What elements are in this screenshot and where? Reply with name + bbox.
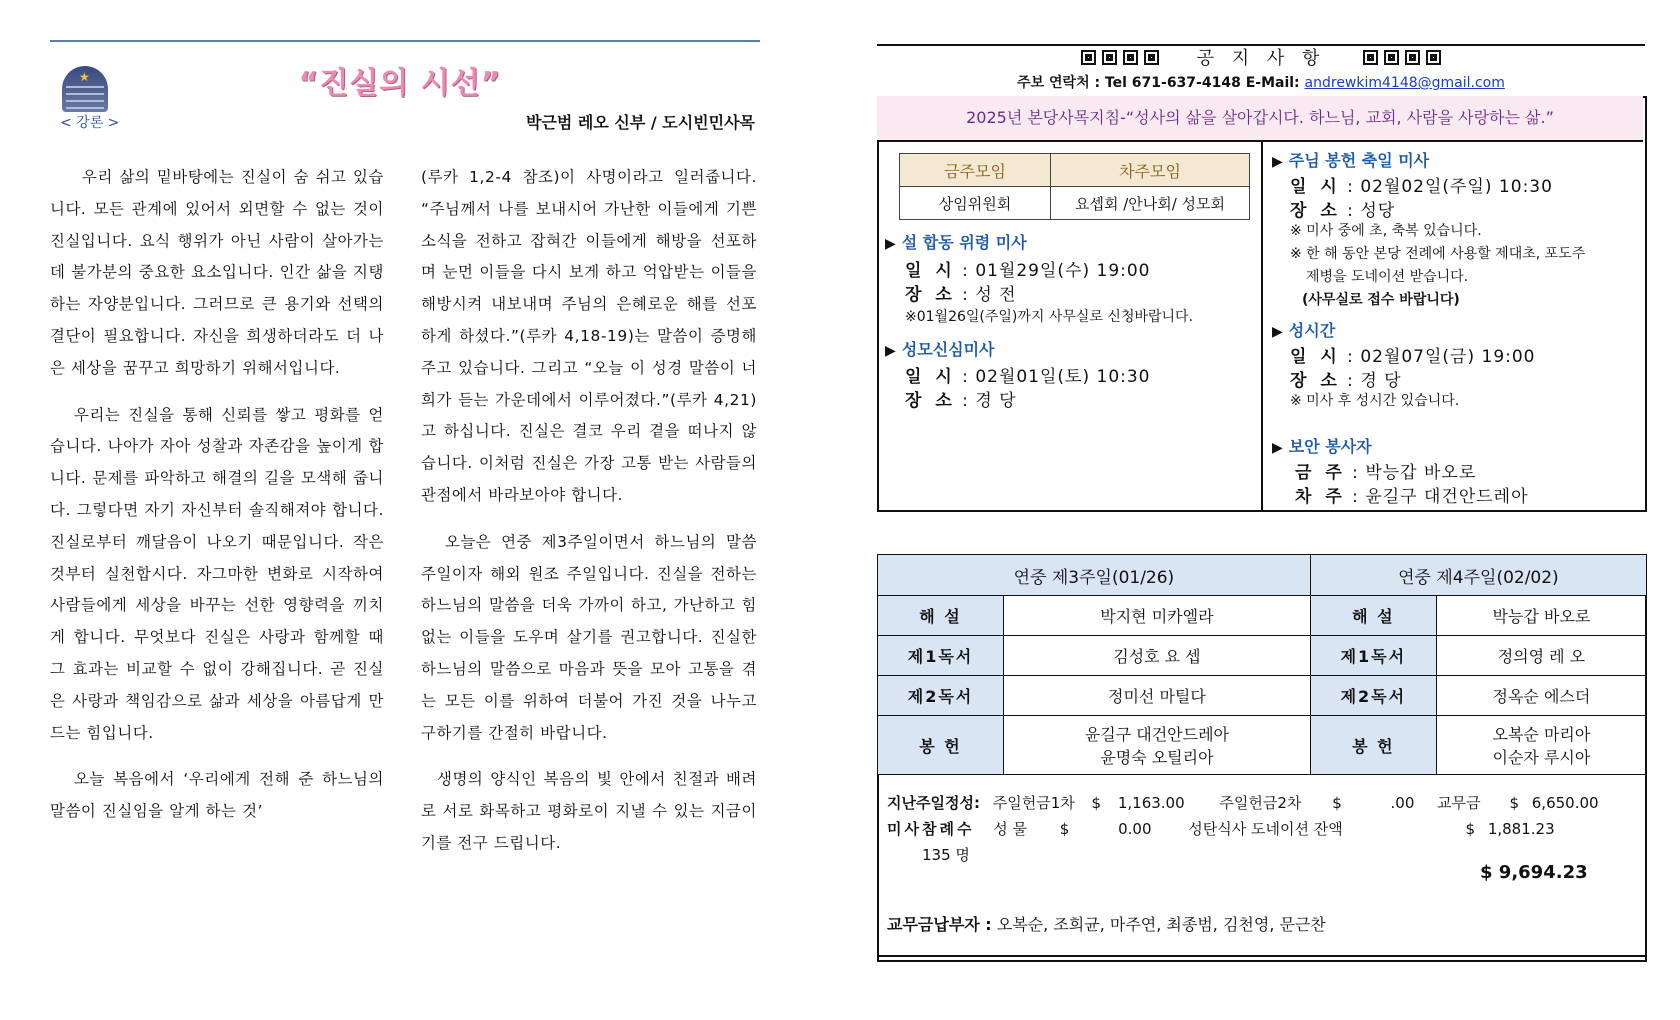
minister-name: 정옥순 에스더	[1436, 676, 1646, 716]
email-link[interactable]: andrewkim4148@gmail.com	[1304, 75, 1505, 91]
pastoral-guideline-banner: 2025년 본당사목지침-“성사의 삶을 살아갑시다. 하느님, 교회, 사람을 사랑하는 삶.”	[877, 96, 1643, 142]
role-label: 제2독서	[878, 676, 1004, 716]
minister-names: 오복순 마리아 이순자 루시아	[1436, 716, 1646, 775]
section-title: ▶ 설 합동 위령 미사	[885, 233, 1027, 252]
event-place: 장 소 : 성당	[1290, 201, 1396, 221]
section-title: ▶ 성시간	[1272, 321, 1336, 340]
article-column-2	[421, 162, 757, 860]
minister-name: 정의영 레 오	[1436, 636, 1646, 676]
event-note: ※01월26일(주일)까지 사무실로 신청바랍니다.	[905, 309, 1194, 325]
paragraph: 우리 삶의 밑바탕에는 진실이 숨 쉬고 있습니다. 모든 관계에 있어서 외면할 수 없는 것이 진실입니다. 요식 행위가 아닌 사람이 살아가는 데 불가분의 중요한 요소입니다. 인간 삶을 지탱하는 자양분입니다. 그러므로 큰 용기와 선택의 결단이 필요합니다. 자신을 희생하더라도 더 나은 세상을 꿈꾸고 희망하기 위해서입니다.	[50, 168, 384, 377]
paragraph: 생명의 양식인 복음의 빛 안에서 친절과 배려로 서로 화목하고 평화로이 지낼 수 있는 지금이기를 전구 드립니다.	[421, 770, 757, 852]
triangle-bullet-icon: ▶	[1272, 154, 1283, 170]
square-bullet-icon	[1384, 50, 1399, 65]
section-title: ▶ 성모신심미사	[885, 340, 995, 359]
week-header: 연중 제3주일(01/26)	[878, 555, 1311, 596]
square-bullet-icon	[1081, 50, 1096, 65]
square-bullet-icon	[1144, 50, 1159, 65]
section-title: ▶ 주님 봉헌 축일 미사	[1272, 151, 1430, 170]
notice-title: 공 지 사 항	[1196, 48, 1326, 69]
event-date: 일 시 : 02월01일(토) 10:30	[905, 367, 1151, 387]
role-label: 제1독서	[878, 636, 1004, 676]
square-bullet-icon	[1426, 50, 1441, 65]
event-date: 일 시 : 02월07일(금) 19:00	[1290, 347, 1536, 367]
volunteer-row: 차 주 : 윤길구 대건안드레아	[1295, 487, 1529, 507]
minister-name: 박지현 미카엘라	[1004, 596, 1311, 636]
event-note: ※ 미사 중에 초, 축복 있습니다.	[1290, 223, 1482, 239]
event-place: 장 소 : 경 당	[905, 391, 1017, 411]
paragraph: (루카 1,2-4 참조)이 사명이라고 일러줍니다. “주님께서 나를 보내시어 가난한 이들에게 기쁜 소식을 전하고 잡혀간 이들에게 해방을 선포하며 눈먼 이들을 다시 보게 하고 억압받는 이들을 해방시켜 내보내며 주님의 은혜로운 해를 선포하게 하셨다.”(루카 4,18-19)는 말씀이 증명해 주고 있습니다. 그리고 “오늘 이 성경 말씀이 너희가 듣는 가운데에서 이루어졌다.”(루카 4,21)고 하십니다. 진실은 결코 우리 곁을 떠나지 않습니다. 이처럼 진실은 가장 고통 받는 사람들의 관점에서 바라보아야 합니다.	[421, 168, 757, 504]
liturgy-schedule-table	[877, 554, 1647, 775]
event-note: ※ 미사 후 성시간 있습니다.	[1290, 393, 1460, 409]
event-note: (사무실로 접수 바랍니다)	[1302, 292, 1460, 308]
minister-names: 윤길구 대건안드레아 윤명숙 오틸리아	[1004, 716, 1311, 775]
square-bullet-icon	[1123, 50, 1138, 65]
article-title: “진실의 시선”	[298, 66, 502, 101]
role-label: 해 설	[1310, 596, 1436, 636]
meetings-this-week: 상임위원회	[900, 187, 1051, 220]
article-column-1	[50, 162, 384, 828]
event-date: 일 시 : 01월29일(수) 19:00	[905, 261, 1151, 281]
minister-name: 김성호 요 셉	[1004, 636, 1311, 676]
volunteer-row: 금 주 : 박능갑 바오로	[1295, 463, 1477, 483]
event-note: 제병을 도네이션 받습니다.	[1306, 269, 1469, 285]
square-bullet-icon	[1405, 50, 1420, 65]
paragraph: 오늘 복음에서 ‘우리에게 전해 준 하느님의 말씀이 진실임을 알게 하는 것’	[50, 770, 384, 821]
contact-label: 주보 연락처 : Tel 671-637-4148 E-Mail:	[1017, 75, 1300, 91]
minister-name: 정미선 마틸다	[1004, 676, 1311, 716]
donors-line: 교무금납부자 : 오복순, 조희균, 마주연, 최종범, 김천영, 문근찬	[887, 915, 1326, 934]
role-label: 제1독서	[1310, 636, 1436, 676]
paragraph: 우리는 진실을 통해 신뢰를 쌓고 평화를 얻습니다. 나아가 자아 성찰과 자존감을 높이게 합니다. 문제를 파악하고 해결의 길을 모색해 줍니다. 그렇다면 자기 자신부터 솔직해져야 합니다. 진실로부터 깨달음이 나오기 때문입니다. 작은 것부터 실천합시다. 자그마한 변화로 시작하여 사람들에게 세상을 바꾸는 선한 영향력을 끼치게 합니다. 무엇보다 진실은 사랑과 함께할 때 그 효과는 비교할 수 없이 강해집니다. 곧 진실은 사랑과 책임감으로 삶과 세상을 아름답게 만드는 힘입니다.	[50, 405, 384, 742]
square-bullet-icon	[1363, 50, 1378, 65]
role-label: 봉 헌	[1310, 716, 1436, 775]
role-label: 해 설	[878, 596, 1004, 636]
section-title: ▶ 보안 봉사자	[1272, 437, 1372, 456]
article-author: 박근범 레오 신부 / 도시빈민사목	[525, 113, 755, 132]
triangle-bullet-icon: ▶	[1272, 324, 1283, 340]
triangle-bullet-icon: ▶	[1272, 440, 1283, 456]
notice-heading	[877, 44, 1645, 70]
meetings-table	[899, 153, 1250, 220]
role-label: 봉 헌	[878, 716, 1004, 775]
meetings-header-this-week: 금주모임	[900, 154, 1051, 187]
triangle-bullet-icon: ▶	[885, 236, 896, 252]
church-logo-icon: ★	[62, 66, 108, 112]
finance-row-1: 지난주일정성: 주일헌금1차 $ 1,163.00 주일헌금2차 $ .00 교무금 $ 6,650.00	[887, 794, 1599, 812]
role-label: 제2독서	[1310, 676, 1436, 716]
event-date: 일 시 : 02월02일(주일) 10:30	[1290, 177, 1553, 197]
contact-line	[877, 72, 1645, 92]
paragraph: 오늘은 연중 제3주일이면서 하느님의 말씀 주일이자 해외 원조 주일입니다. 진실을 전하는 하느님의 말씀을 더욱 가까이 하고, 가난하고 힘없는 이들을 도우며 살기를 권고합니다. 진실한 하느님의 말씀으로 마음과 뜻을 모아 고통을 겪는 모든 이를 위하여 더불어 가진 것을 나누고 구하기를 간절히 바랍니다.	[421, 532, 757, 742]
event-place: 장 소 : 성 전	[905, 285, 1017, 305]
event-place: 장 소 : 경 당	[1290, 371, 1402, 391]
square-bullet-icon	[1102, 50, 1117, 65]
event-note: ※ 한 해 동안 본당 전례에 사용할 제대초, 포도주	[1290, 246, 1586, 262]
notice-divider	[1261, 140, 1263, 510]
finance-total: $ 9,694.23	[1480, 862, 1588, 883]
week-header: 연중 제4주일(02/02)	[1310, 555, 1646, 596]
top-rule	[50, 40, 760, 42]
bottom-rule	[877, 955, 1647, 962]
meetings-header-next-week: 차주모임	[1051, 154, 1250, 187]
triangle-bullet-icon: ▶	[885, 343, 896, 359]
homily-label: < 강론 >	[60, 115, 120, 131]
finance-row-2: 미사참례수 성 물 $ 0.00 성탄식사 도네이션 잔액 $ 1,881.23	[887, 820, 1555, 838]
meetings-next-week: 요셉회 /안나회/ 성모회	[1051, 187, 1250, 220]
minister-name: 박능갑 바오로	[1436, 596, 1646, 636]
attendance-count: 135 명	[922, 846, 970, 864]
